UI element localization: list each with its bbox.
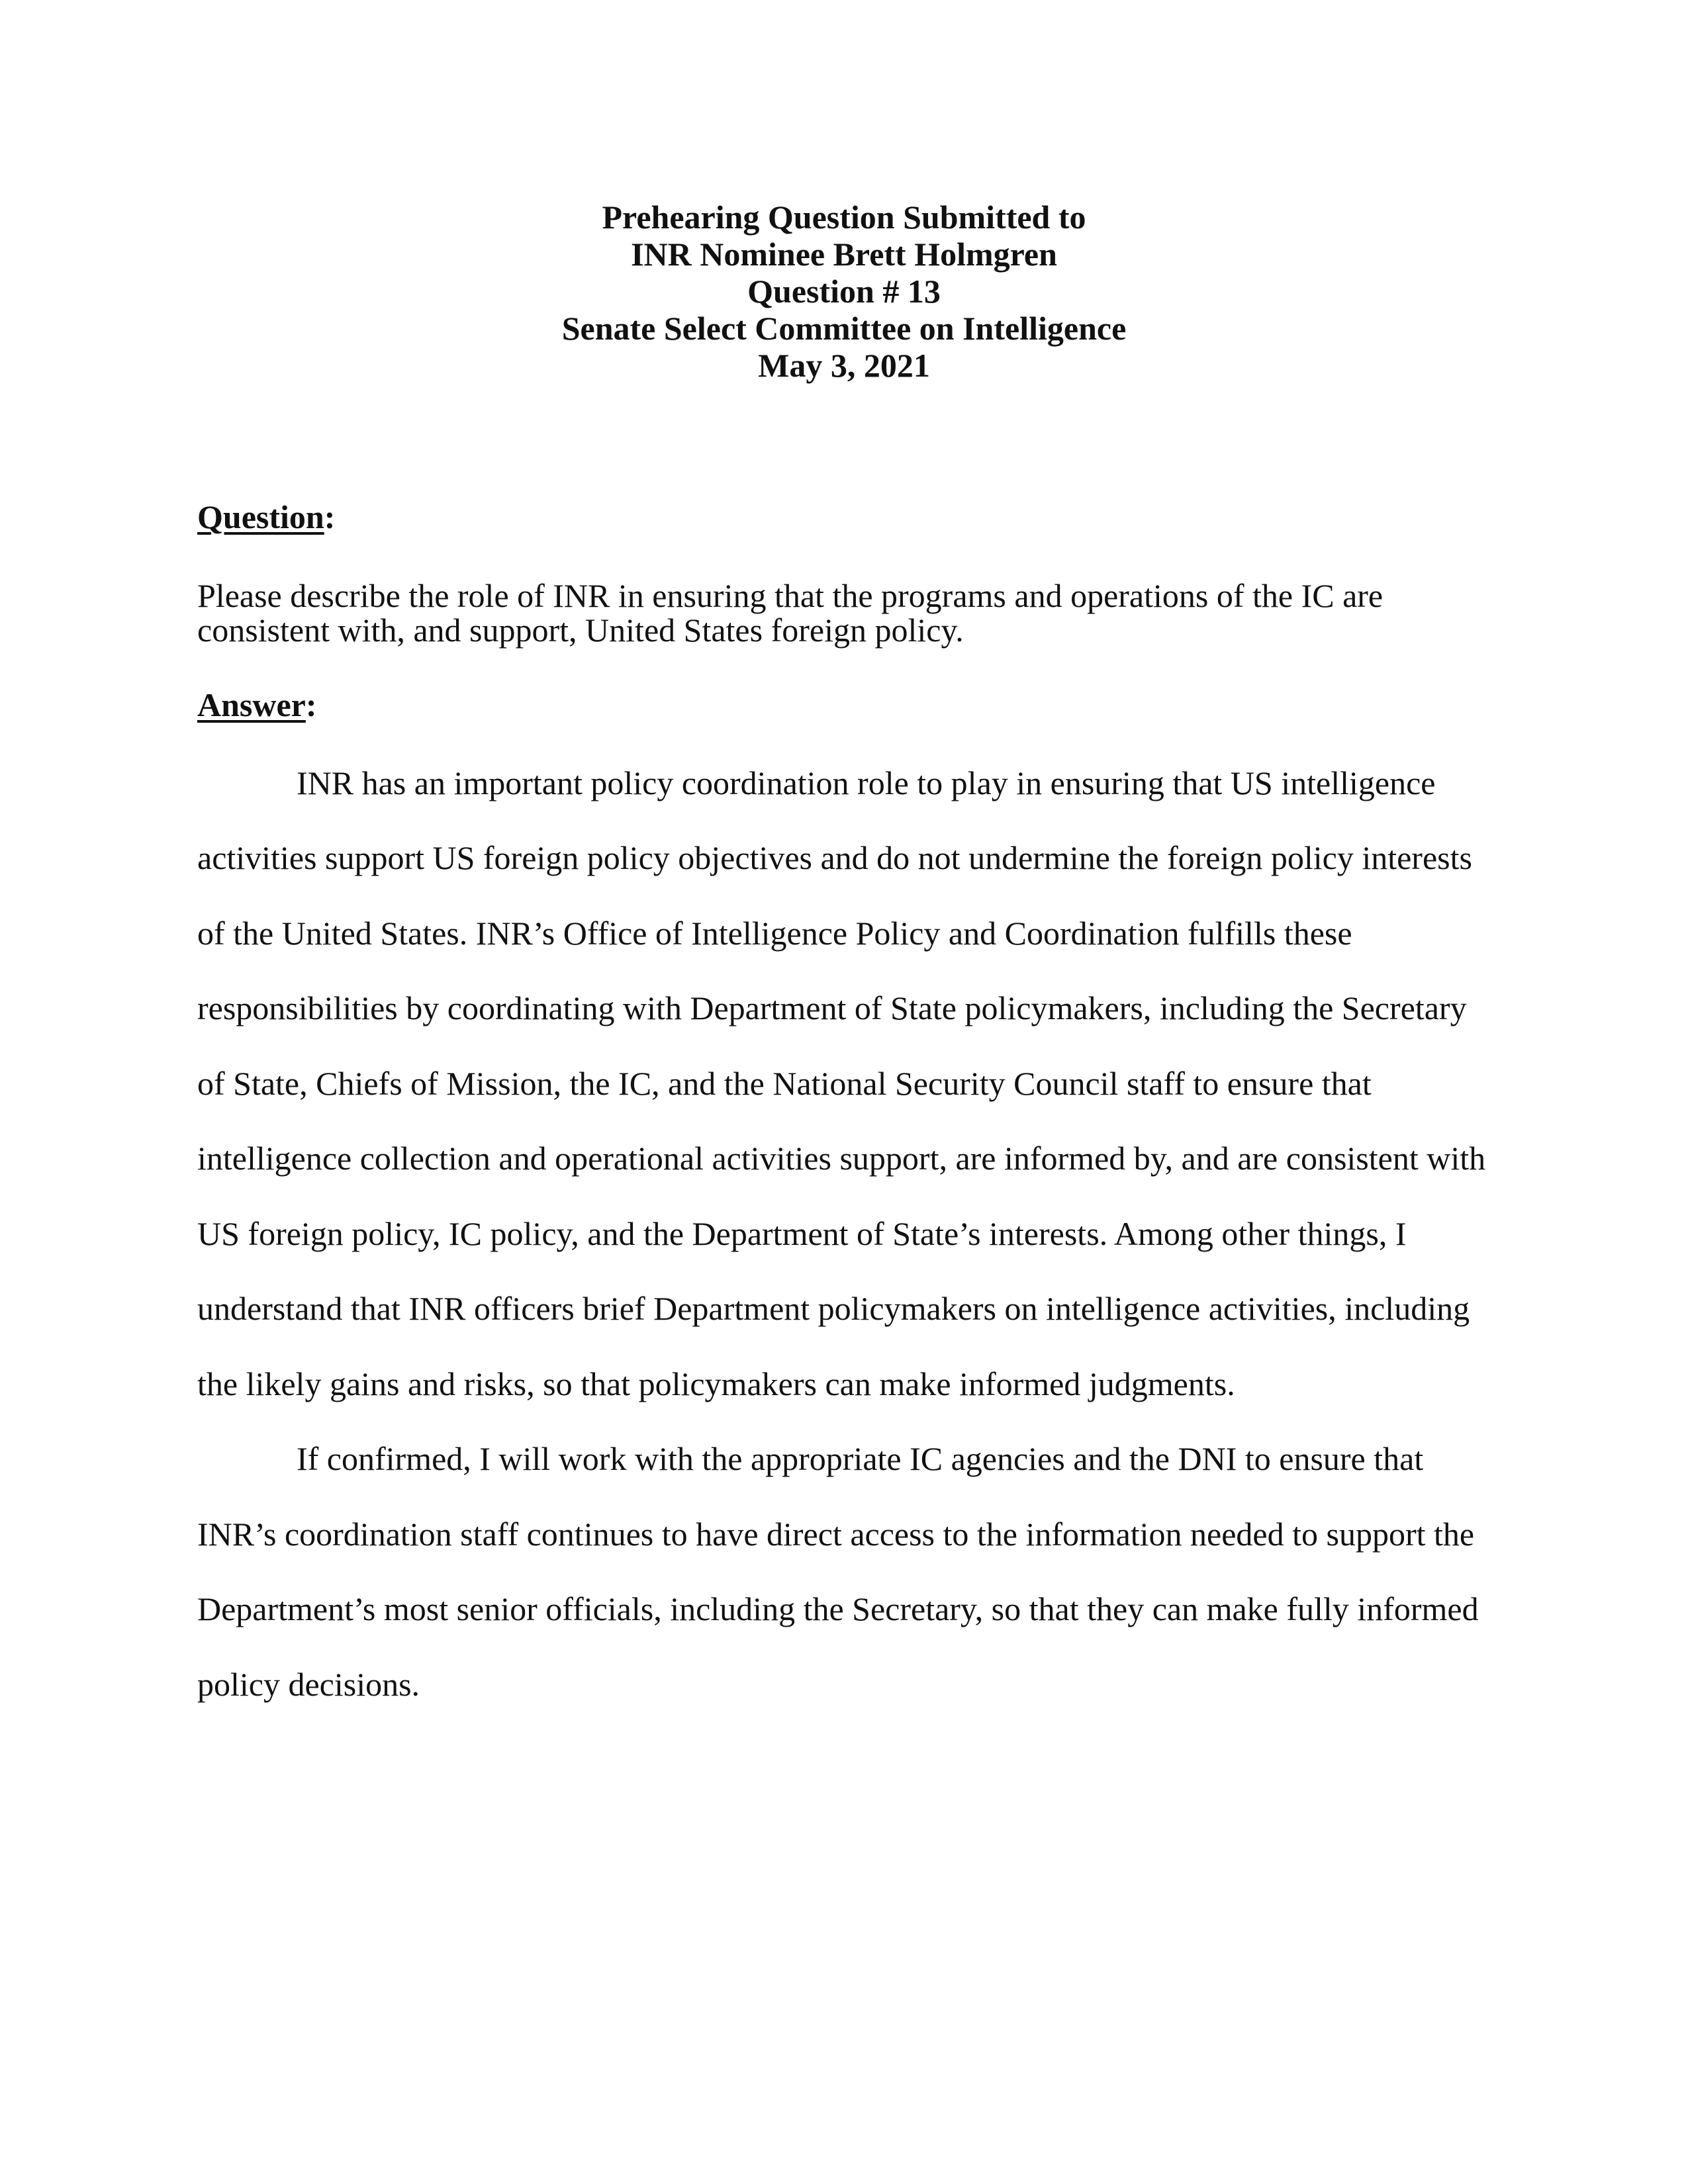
answer-line: activities support US foreign policy objectives and do not undermine the foreign policy interests	[197, 839, 1472, 876]
answer-line: If confirmed, I will work with the appropriate IC agencies and the DNI to ensure that	[297, 1440, 1424, 1477]
answer-line: of State, Chiefs of Mission, the IC, and the National Security Council staff to ensure that	[197, 1065, 1372, 1102]
question-line: Please describe the role of INR in ensuring that the programs and operations of the IC are	[197, 577, 1383, 614]
answer-line: INR has an important policy coordination role to play in ensuring that US intelligence	[297, 764, 1436, 801]
header-line: Question # 13	[747, 273, 941, 310]
answer-colon: :	[305, 686, 317, 723]
answer-line: US foreign policy, IC policy, and the Department of State’s interests. Among other things, I	[197, 1215, 1407, 1252]
header-line: INR Nominee Brett Holmgren	[631, 236, 1057, 273]
answer-heading	[197, 686, 317, 724]
answer-line: understand that INR officers brief Department policymakers on intelligence activities, including	[197, 1290, 1470, 1327]
answer-line: of the United States. INR’s Office of Intelligence Policy and Coordination fulfills these	[197, 915, 1352, 952]
answer-line: policy decisions.	[197, 1666, 420, 1703]
answer-label: Answer	[197, 686, 306, 723]
answer-line: INR’s coordination staff continues to have direct access to the information needed to support the	[197, 1516, 1475, 1553]
question-heading	[197, 498, 335, 536]
question-line: consistent with, and support, United States foreign policy.	[197, 612, 964, 649]
answer-line: intelligence collection and operational activities support, are informed by, and are consistent with	[197, 1140, 1486, 1177]
header-line: May 3, 2021	[758, 347, 930, 384]
question-colon: :	[324, 498, 336, 535]
header-line: Prehearing Question Submitted to	[602, 199, 1086, 236]
answer-line: Department’s most senior officials, including the Secretary, so that they can make fully informed	[197, 1590, 1479, 1627]
answer-line: responsibilities by coordinating with Department of State policymakers, including the Secretary	[197, 989, 1467, 1026]
answer-line: the likely gains and risks, so that policymakers can make informed judgments.	[197, 1365, 1235, 1402]
header-line: Senate Select Committee on Intelligence	[561, 310, 1127, 347]
question-label: Question	[197, 498, 324, 535]
